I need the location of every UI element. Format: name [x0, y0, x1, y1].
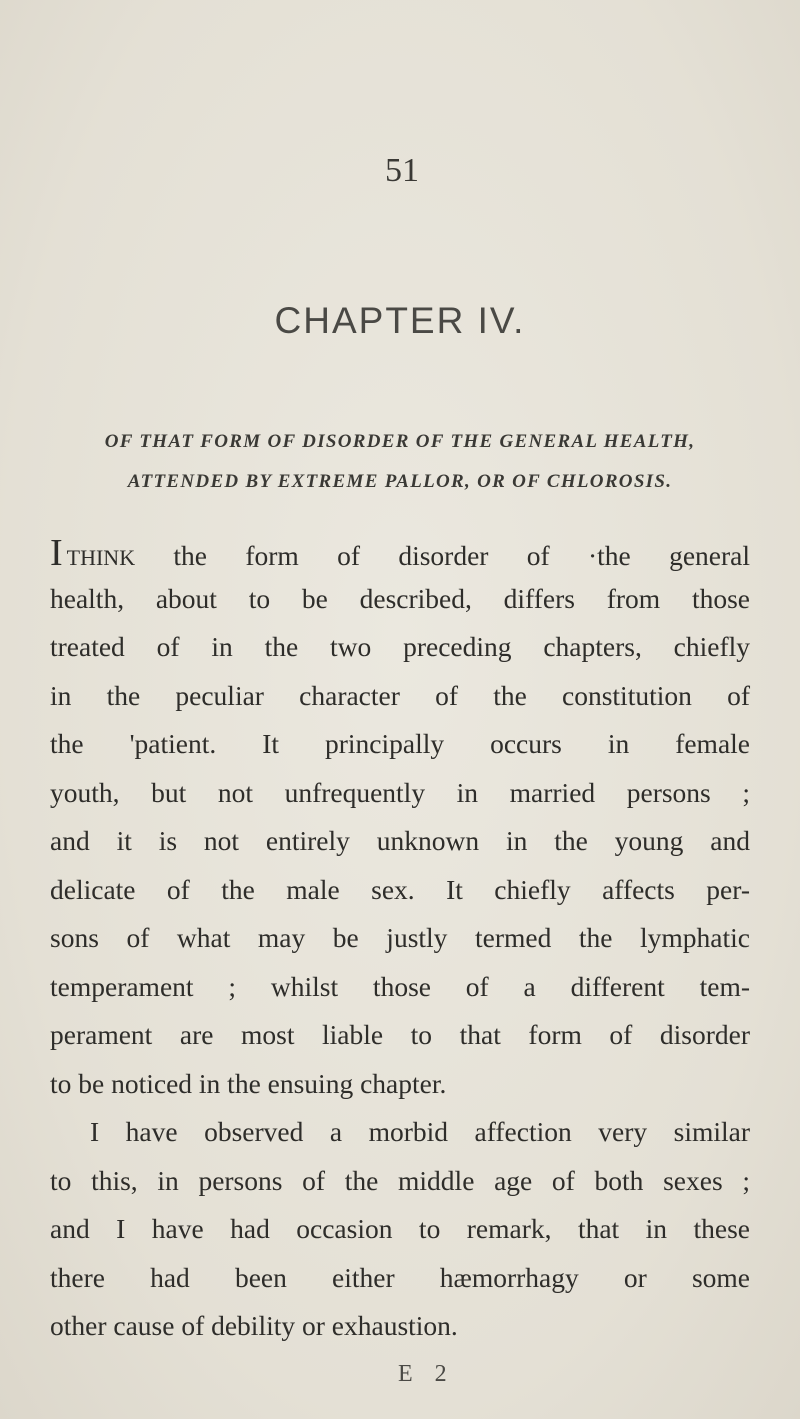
chapter-subtitle-line-1: OF THAT FORM OF DISORDER OF THE GENERAL HEALTH, — [104, 431, 696, 452]
body-line-1 — [50, 534, 750, 572]
body-line-4: in the peculiar character of the constitution of — [50, 679, 750, 711]
body-line-14: to this, in persons of the middle age of both sexes ; — [50, 1164, 750, 1196]
body-line-6: youth, but not unfrequently in married persons ; — [50, 776, 750, 808]
body-line-5: the 'patient. It principally occurs in female — [50, 728, 750, 759]
body-line-9: sons of what may be justly termed the lymphatic — [50, 922, 750, 953]
body-line-12: to be noticed in the ensuing chapter. — [50, 1067, 447, 1099]
chapter-subtitle-line-2: ATTENDED BY EXTREME PALLOR, OR OF CHLOROSIS. — [127, 471, 673, 492]
body-line-13: I have observed a morbid affection very similar — [90, 1116, 750, 1147]
body-line-text: the form of disorder of ·the general — [135, 540, 750, 571]
drop-cap: I — [50, 532, 63, 574]
body-line-17: other cause of debility or exhaustion. — [50, 1310, 458, 1341]
body-line-10: temperament ; whilst those of a different tem- — [50, 970, 750, 1002]
body-line-15: and I have had occasion to remark, that in these — [50, 1213, 750, 1244]
signature-mark: E 2 — [398, 1360, 455, 1387]
page-number: 51 — [385, 152, 419, 189]
chapter-title: CHAPTER IV. — [274, 300, 526, 341]
body-line-11: perament are most liable to that form of disorder — [50, 1019, 750, 1050]
body-line-2: health, about to be described, differs from those — [50, 582, 750, 614]
body-line-3: treated of in the two preceding chapters, chiefly — [50, 631, 750, 662]
body-line-8: delicate of the male sex. It chiefly affects per- — [50, 873, 750, 905]
body-line-7: and it is not entirely unknown in the young and — [50, 825, 750, 856]
first-word: THINK — [66, 545, 136, 570]
body-line-16: there had been either hæmorrhagy or some — [50, 1261, 750, 1293]
